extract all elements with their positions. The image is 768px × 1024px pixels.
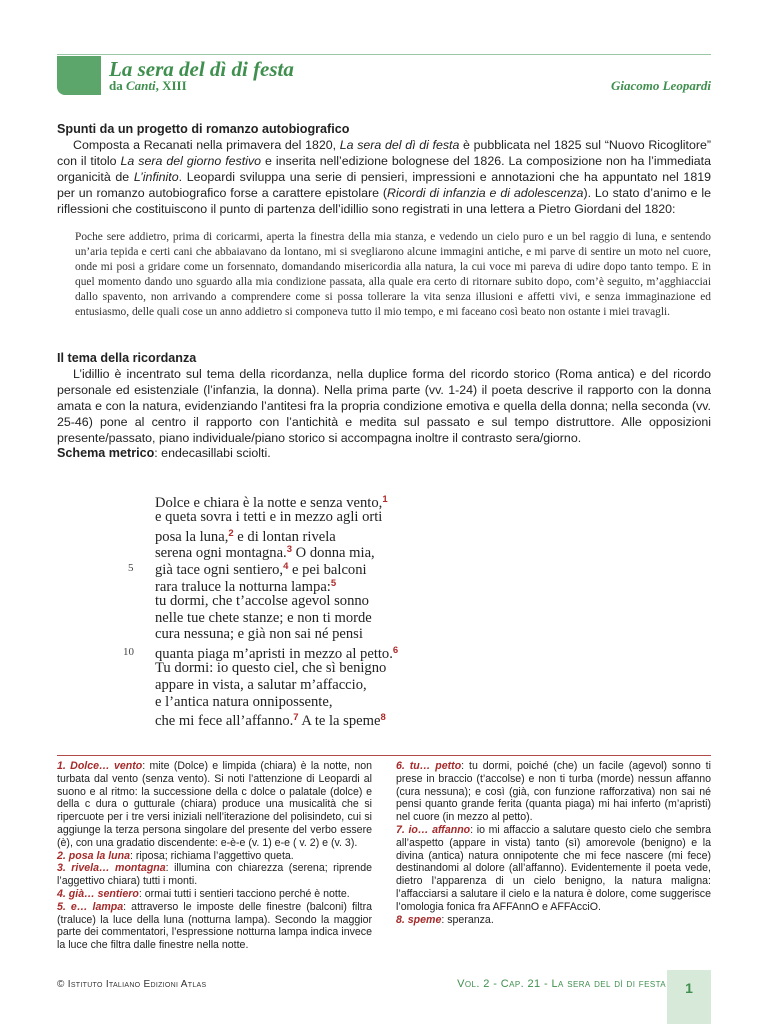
poem-text [155, 492, 399, 730]
poem-line [155, 710, 398, 730]
line-number: 10 [123, 646, 134, 658]
poem-line [155, 677, 398, 694]
poem-line [155, 559, 398, 579]
text-run: La sera del dì di festa [339, 138, 460, 152]
poem-line [155, 542, 398, 562]
note-text: : ormai tutti i sentieri tacciono perché è notte. [138, 887, 350, 900]
source-number: , XIII [155, 78, 187, 93]
note-ref: 6 [392, 645, 399, 657]
publisher-credit: © Istituto Italiano Edizioni Atlas [57, 979, 207, 990]
verse-text: cura nessuna; e già non sai né pensi [155, 626, 363, 643]
page-title: La sera del dì di festa [109, 57, 294, 81]
note-item [57, 862, 372, 888]
running-footer: Vol. 2 - Cap. 21 - La sera del dì di festa [457, 978, 666, 990]
poem-line [155, 593, 398, 610]
poem-line [155, 610, 398, 627]
text-run: ). Lo stato d’animo e le riflessioni che costituiscono il punto di partenza dell’idillio sono registrati in una lettera a Pietro Giordani del 1820: [57, 186, 712, 216]
page-number: 1 [685, 980, 693, 996]
note-lemma: 3. rivela… montagna [57, 862, 166, 875]
note-text: : riposa; richiama l’aggettivo queta. [130, 849, 294, 862]
note-item [57, 850, 372, 863]
poem-line [155, 660, 398, 677]
notes-column-left [57, 760, 372, 952]
verse-text: A te la speme [298, 713, 381, 730]
letter-quote: Poche sere addietro, prima di coricarmi, aperta la finestra della mia stanza, e vedendo un cielo puro e un bel raggio di luna, e sentendo un’aria tepida e certi cani che abbaiavano da lontano, mi si svegliarono alcune immagini antiche, e mi parve di sentire un moto nel cuore, onde mi posi a gridare come un forsennato, domandando misericordia alla natura, la cui voce mi pareva di udire dopo tanto tempo. E in quel momento dando uno sguardo alla mia condizione passata, alla quale era certo di ritornare subito dopo, com’è seguito, m’agghiacciai dallo spavento, non arrivando a comprendere come si possa tollerare la vita senza illusioni e affetti vivi, e senza immaginazione ed entusiasmo, delle quali cose un anno addietro si componeva tutto il mio tempo, e mi faceano così beato non ostante i miei travagli. [75, 231, 711, 318]
poem-line [155, 643, 399, 663]
theme-paragraph: L’idillio è incentrato sul tema della ricordanza, nella duplice forma del ricordo storico (Roma antica) e del ricordo personale ed esistenziale (l’infanzia, la donna). Nella prima parte (vv. 1-24) il poeta descrive il rapporto con la donna amata e con la natura, evidenziando l’antitesi fra la propria condizione emotiva e quella della donna; nella seconda (vv. 25-46) pone al centro il rapporto con l’antichità e medita sul passato e sul tempo distruttore. Alle opposizioni presente/passato, piano individuale/piano storico si accompagna inoltre il contrasto sera/giorno. [57, 367, 711, 445]
section-heading: Il tema della ricordanza [57, 351, 197, 365]
text-run: e inserita nell’edizione bolognese del 1826. La composizione non ha l’immediata organicità de [57, 154, 711, 184]
text-run: L’infinito [133, 170, 179, 184]
poem-line [155, 492, 398, 509]
poem-line [155, 526, 398, 543]
note-item [57, 888, 372, 901]
note-ref: 2 [228, 527, 234, 539]
note-ref: 7 [293, 712, 299, 724]
text-run: . Leopardi sviluppa una serie di pensieri, impressioni e annotazioni che ha appuntato nel 1819 per un romanzo autobiografico forse a carattere epistolare ( [57, 170, 711, 200]
note-lemma: 2. posa la luna [57, 849, 131, 862]
note-lemma: 4. già… sentiero [57, 887, 139, 900]
note-text: : mite (Dolce) e limpida (chiara) è la notte, non turbata dal vento (senza vento). Si noti l’attenzione di Leopardi al suono e al ritmo: la successione della c dolce o palatale (dolce) e della c dura o gutturale (chiara) produce una musicalità che si ripercuote per i tre versi iniziali nell’iterazione del polisindeto, cui si aggiunge la terza persona singolare del presente del verbo essere (è), con una gradatio discendente: e-è-e (v. 1) e-e ( v. 2) e (v. 3). [57, 760, 372, 849]
note-text: : attraverso le imposte delle finestre (balconi) filtra (traluce) la luce della luna (notturna lampa). Secondo la maggior parte dei commentatori, l’espressione notturna lampa indica invece la luce che filtra dalle finestre nella notte. [57, 900, 372, 952]
note-ref: 1 [382, 494, 388, 505]
verse-text: Dolce e chiara è la notte e senza vento, [155, 495, 383, 511]
poem-line [155, 576, 398, 593]
verse-text: e l’antica natura onnipossente, [155, 693, 333, 710]
note-text: : io mi affaccio a salutare questo cielo che sembra all’aspetto (appare in vista) tanto (sì) amorevole (benigno) e la divina (antica) natura onnipotente che mi fece nascere (mi fece) destinandomi al dolore (all’affanno). Evidentemente il poeta vede, dietro l’apparenza di un cielo benigno, la natura maligna: l’affacciarsi a salutare il cielo e la natura è dolore, come suggerisce l’omologia fonica fra AFFAnnO e AFFAcciO. [396, 823, 711, 913]
notes-rule [57, 755, 711, 756]
note-item [396, 914, 711, 927]
verse-text: rara traluce la notturna lampa: [155, 578, 331, 595]
note-text: : tu dormi, poiché (che) un facile (agevol) sonno ti prese in braccio (t’accolse) e non ti turba (morde) nessun affanno (cura nessuna); e così (già, con funzione rafforzativa) non sai né pensi quanto grande ferita (quanta piaga) mi hai inferto (m’apristi) nel cuore (in mezzo al petto). [396, 760, 711, 824]
verse-text: O donna mia, [292, 545, 375, 562]
note-text: : speranza. [441, 913, 494, 926]
metric-value: : endecasillabi sciolti. [154, 446, 271, 460]
verse-text: che mi fece all’affanno. [155, 713, 294, 730]
note-item [396, 824, 711, 914]
text-run: La sera del giorno festivo [120, 154, 262, 168]
author-name: Giacomo Leopardi [610, 78, 711, 93]
notes-column-right [396, 760, 711, 926]
poem-line [155, 509, 398, 526]
header-rule [57, 54, 711, 55]
verse-text: e di lontan rivela [233, 528, 336, 545]
text-run: è pubblicata nel 1825 sul “Nuovo Ricoglitore” con il titolo [57, 138, 711, 168]
line-number: 5 [128, 562, 134, 574]
verse-text: quanta piaga m’apristi in mezzo al petto. [155, 646, 393, 663]
verse-text: serena ogni montagna. [155, 545, 287, 562]
intro-section [57, 121, 711, 217]
note-item [57, 901, 372, 952]
verse-text: tu dormi, che t’accolse agevol sonno [155, 592, 369, 609]
note-text: : illumina con chiarezza (serena; riprende l’aggettivo chiara) tutti i monti. [57, 862, 372, 888]
verse-text: nelle tue chete stanze; e non ti morde [155, 609, 372, 626]
poem-line [155, 626, 398, 643]
note-lemma: 5. e… lampa [57, 900, 124, 913]
verse-text: e pei balconi [288, 562, 367, 579]
note-ref: 5 [330, 577, 337, 589]
note-lemma: 6. tu… petto [396, 760, 462, 772]
source-work: Canti [125, 78, 156, 93]
note-lemma: 8. speme [396, 913, 442, 926]
section-heading: Spunti da un progetto di romanzo autobiografico [57, 122, 350, 136]
note-lemma: 7. io… affanno [396, 823, 471, 836]
verse-text: appare in vista, a salutar m’affaccio, [155, 676, 367, 693]
note-lemma: 1. Dolce… vento [57, 760, 143, 772]
chapter-color-block [57, 56, 101, 95]
verse-text: e queta sovra i tetti e in mezzo agli orti [155, 508, 383, 525]
note-ref: 4 [283, 561, 289, 573]
source-prefix: da [109, 78, 123, 93]
text-run: Ricordi di infanzia e di adolescenza [387, 186, 584, 200]
metric-scheme [57, 445, 711, 461]
metric-label: Schema metrico [57, 446, 155, 460]
poem-line [155, 694, 398, 711]
page-number-tab [667, 970, 711, 1024]
theme-section [57, 350, 711, 446]
note-ref: 3 [286, 544, 293, 556]
note-item [396, 760, 711, 824]
source-reference [109, 78, 187, 94]
note-item [57, 760, 372, 850]
verse-text: già tace ogni sentiero, [155, 562, 284, 579]
intro-paragraph [57, 137, 711, 217]
text-run: Composta a Recanati nella primavera del 1820, [73, 138, 340, 152]
note-ref: 8 [380, 712, 386, 724]
verse-text: posa la luna, [155, 528, 229, 545]
verse-text: Tu dormi: io questo ciel, che sì benigno [155, 659, 387, 676]
